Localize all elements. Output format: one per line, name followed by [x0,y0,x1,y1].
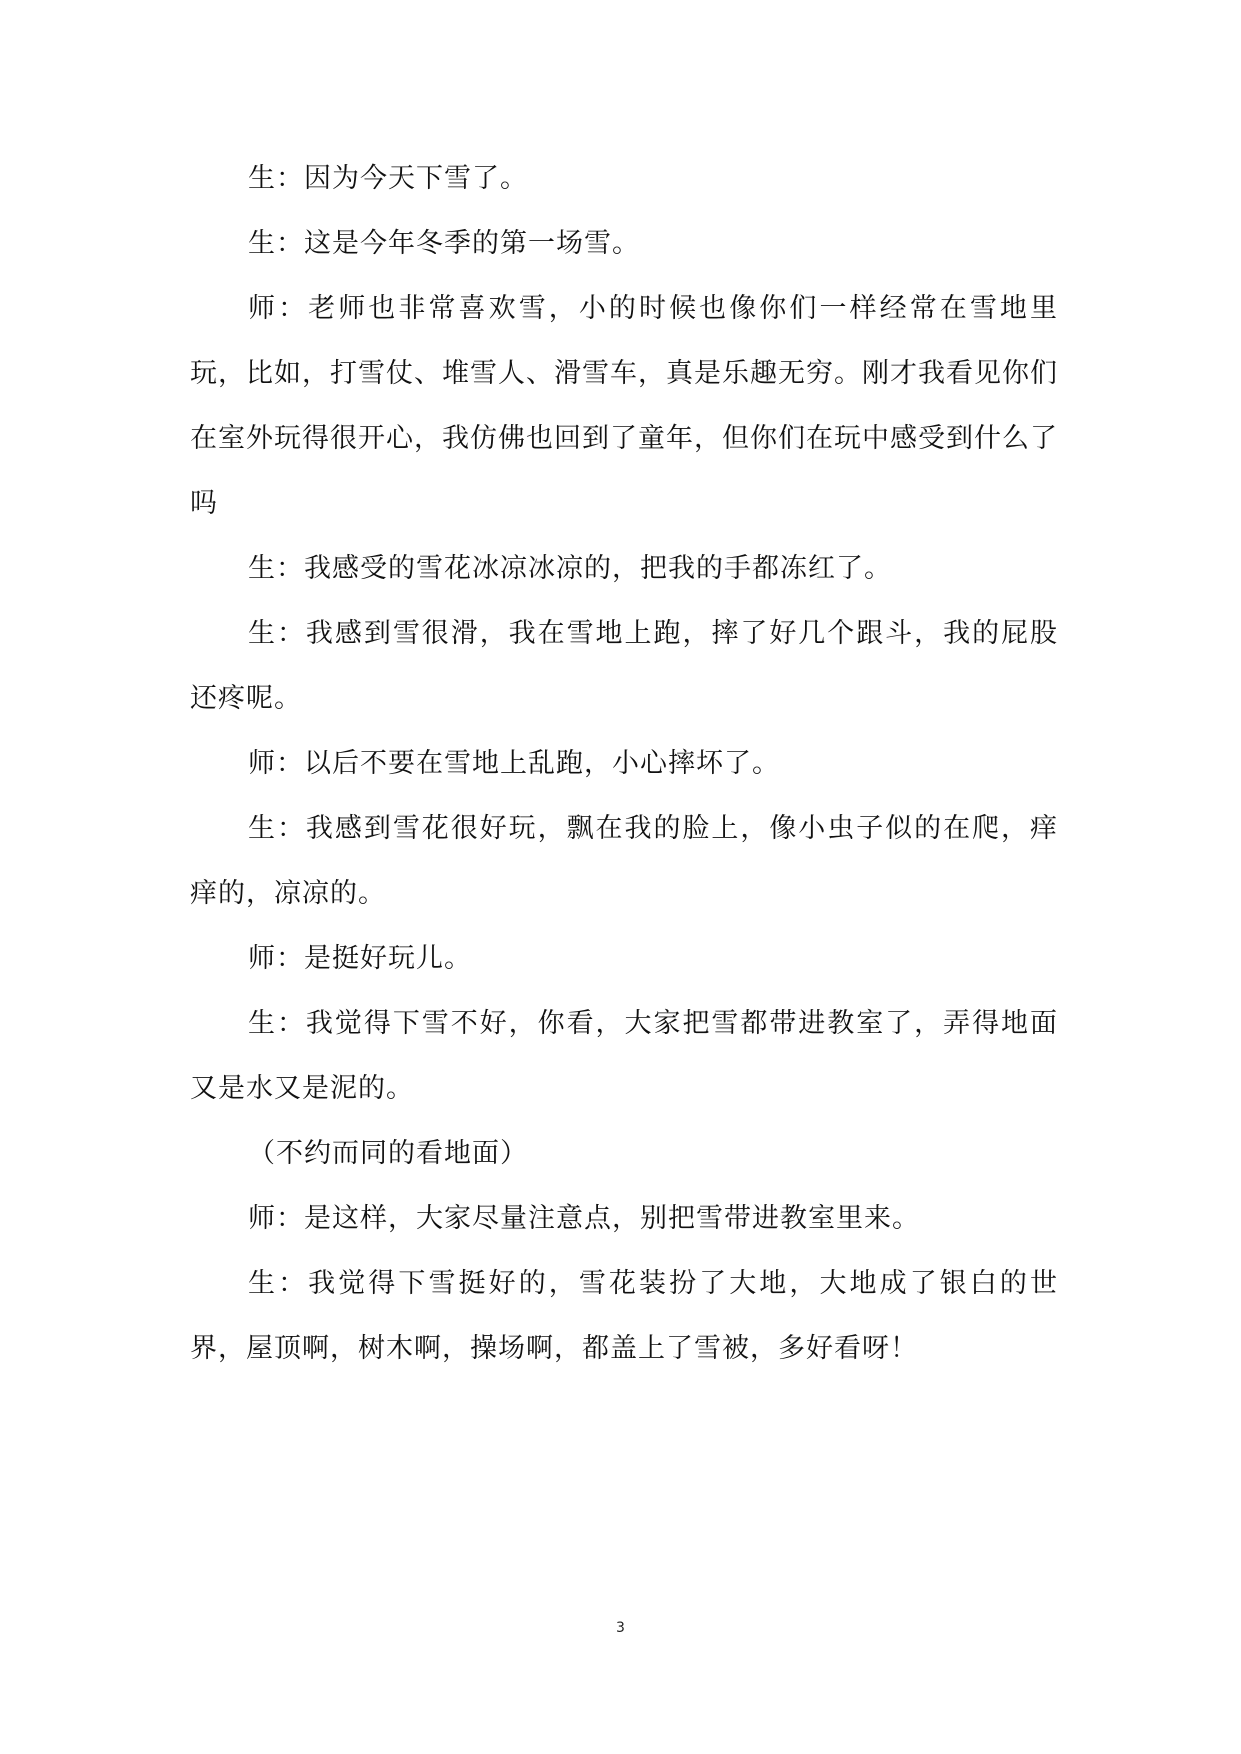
page-number: 3 [616,1620,625,1636]
paragraph-student-6: 生：我觉得下雪不好，你看，大家把雪都带进教室了，弄得地面又是水又是泥的。 [190,1008,1058,1104]
paragraph-teacher-4: 师：是这样，大家尽量注意点，别把雪带进教室里来。 [248,1203,920,1234]
paragraph-student-4: 生：我感到雪很滑，我在雪地上跑，摔了好几个跟斗，我的屁股还疼呢。 [190,618,1058,714]
paragraph-student-3: 生：我感受的雪花冰凉冰凉的，把我的手都冻红了。 [248,553,892,584]
paragraph-student-1: 生：因为今天下雪了。 [248,163,528,194]
paragraph-teacher-1: 师：老师也非常喜欢雪，小的时候也像你们一样经常在雪地里玩，比如，打雪仗、堆雪人、滑雪车，真是乐趣无穷。刚才我看见你们在室外玩得很开心，我仿佛也回到了童年，但你们在玩中感受到什么了吗 [190,293,1058,519]
paragraph-student-5: 生：我感到雪花很好玩，飘在我的脸上，像小虫子似的在爬，痒痒的，凉凉的。 [190,813,1058,909]
paragraph-student-7: 生：我觉得下雪挺好的，雪花装扮了大地，大地成了银白的世界，屋顶啊，树木啊，操场啊，都盖上了雪被，多好看呀！ [190,1268,1058,1364]
body-text [190,146,1058,1381]
paragraph-student-2: 生：这是今年冬季的第一场雪。 [248,228,640,259]
paragraph-teacher-2: 师：以后不要在雪地上乱跑，小心摔坏了。 [248,748,780,779]
paragraph-stage-note: （不约而同的看地面） [248,1138,528,1169]
paragraph-teacher-3: 师：是挺好玩儿。 [248,943,472,974]
